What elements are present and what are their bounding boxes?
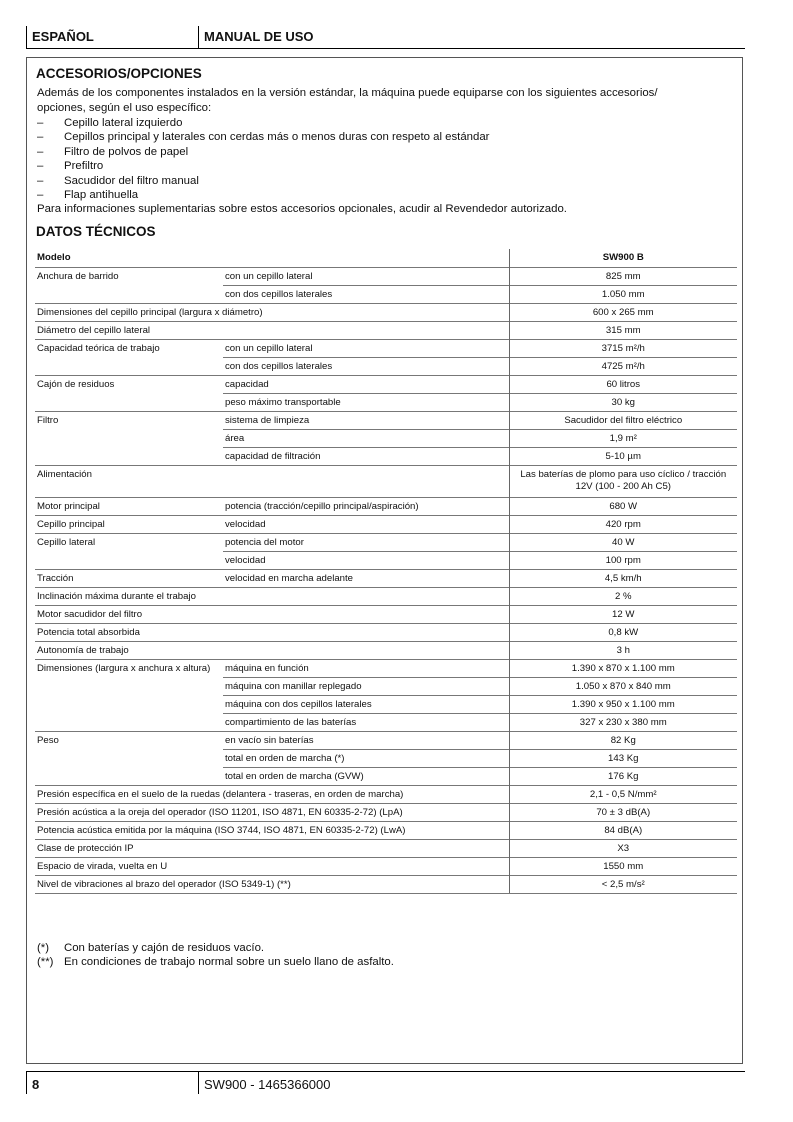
table-cell-value: 1550 mm	[509, 857, 737, 875]
footnote-text: En condiciones de trabajo normal sobre un suelo llano de asfalto.	[64, 956, 394, 968]
table-cell-parameter: Dimensiones del cepillo principal (largura x diámetro)	[35, 303, 509, 321]
list-item: – Cepillo lateral izquierdo	[37, 116, 489, 130]
table-row	[35, 695, 737, 713]
page-header	[26, 24, 745, 49]
accessories-heading: ACCESORIOS/OPCIONES	[36, 66, 202, 81]
table-cell-detail: compartimiento de las baterías	[223, 713, 509, 731]
table-cell-detail	[223, 249, 509, 267]
table-cell-parameter: Diámetro del cepillo lateral	[35, 321, 509, 339]
table-row	[35, 623, 737, 641]
page-footer	[26, 1071, 745, 1096]
table-row	[35, 605, 737, 623]
footnote-text: Con baterías y cajón de residuos vacío.	[64, 942, 265, 954]
table-row	[35, 249, 737, 267]
table-cell-value: 82 Kg	[509, 731, 737, 749]
table-cell-detail: con dos cepillos laterales	[223, 285, 509, 303]
document-code: SW900 - 1465366000	[204, 1077, 331, 1092]
table-cell-parameter: Dimensiones (largura x anchura x altura)	[35, 659, 223, 677]
table-cell-parameter: Cepillo lateral	[35, 533, 223, 551]
table-cell-value: 680 W	[509, 497, 737, 515]
list-item: – Prefiltro	[37, 159, 489, 173]
table-cell-parameter: Cajón de residuos	[35, 375, 223, 393]
table-cell-parameter: Espacio de virada, vuelta en U	[35, 857, 509, 875]
table-row	[35, 677, 737, 695]
table-cell-detail: capacidad de filtración	[223, 447, 509, 465]
table-row	[35, 321, 737, 339]
table-row	[35, 429, 737, 447]
table-cell-value: SW900 B	[509, 249, 737, 267]
table-cell-value: 30 kg	[509, 393, 737, 411]
table-row	[35, 303, 737, 321]
table-row	[35, 447, 737, 465]
intro-line-1: Además de los componentes instalados en la versión estándar, la máquina puede equiparse con los siguientes accesorios/	[37, 87, 658, 99]
table-cell-parameter: Inclinación máxima durante el trabajo	[35, 587, 509, 605]
table-cell-parameter: Nivel de vibraciones al brazo del operador (ISO 5349-1) (**)	[35, 875, 509, 893]
table-cell-parameter: Potencia total absorbida	[35, 623, 509, 641]
table-cell-value: 2 %	[509, 587, 737, 605]
table-cell-parameter: Anchura de barrido	[35, 267, 223, 285]
table-cell-value: 0,8 kW	[509, 623, 737, 641]
table-cell-detail: velocidad en marcha adelante	[223, 569, 509, 587]
table-cell-parameter: Potencia acústica emitida por la máquina (ISO 3744, ISO 4871, EN 60335-2-72) (LwA)	[35, 821, 509, 839]
table-cell-parameter: Alimentación	[35, 465, 509, 497]
table-row	[35, 641, 737, 659]
table-cell-parameter: Peso	[35, 731, 223, 749]
table-cell-value: 600 x 265 mm	[509, 303, 737, 321]
table-row	[35, 339, 737, 357]
table-row	[35, 821, 737, 839]
table-cell-value: Sacudidor del filtro eléctrico	[509, 411, 737, 429]
table-cell-detail: velocidad	[223, 515, 509, 533]
table-cell-parameter	[35, 429, 223, 447]
table-cell-detail: en vacío sin baterías	[223, 731, 509, 749]
accessories-outro: Para informaciones suplementarias sobre estos accesorios opcionales, acudir al Revendedor autorizado.	[37, 203, 567, 215]
table-row	[35, 375, 737, 393]
table-cell-parameter	[35, 393, 223, 411]
technical-heading: DATOS TÉCNICOS	[36, 224, 156, 239]
list-item: – Filtro de polvos de papel	[37, 145, 489, 159]
table-cell-value: 3 h	[509, 641, 737, 659]
table-cell-value: Las baterías de plomo para uso cíclico / tracción 12V (100 - 200 Ah C5)	[509, 465, 737, 497]
footnotes	[37, 941, 394, 969]
table-cell-parameter: Capacidad teórica de trabajo	[35, 339, 223, 357]
table-row	[35, 497, 737, 515]
technical-data-table	[35, 249, 737, 894]
table-cell-detail: total en orden de marcha (*)	[223, 749, 509, 767]
table-cell-parameter	[35, 357, 223, 375]
accessories-list	[37, 116, 489, 202]
table-cell-parameter: Clase de protección IP	[35, 839, 509, 857]
table-cell-value: 1.050 mm	[509, 285, 737, 303]
table-row	[35, 857, 737, 875]
table-cell-value: 84 dB(A)	[509, 821, 737, 839]
table-cell-value: 40 W	[509, 533, 737, 551]
table-cell-parameter	[35, 713, 223, 731]
table-cell-detail: con dos cepillos laterales	[223, 357, 509, 375]
list-item: – Sacudidor del filtro manual	[37, 174, 489, 188]
table-cell-parameter	[35, 695, 223, 713]
table-cell-detail: máquina con dos cepillos laterales	[223, 695, 509, 713]
table-cell-value: 2,1 - 0,5 N/mm²	[509, 785, 737, 803]
table-cell-parameter: Cepillo principal	[35, 515, 223, 533]
table-cell-value: 1.390 x 870 x 1.100 mm	[509, 659, 737, 677]
table-cell-value: 143 Kg	[509, 749, 737, 767]
table-row	[35, 731, 737, 749]
table-cell-parameter	[35, 551, 223, 569]
table-cell-value: < 2,5 m/s²	[509, 875, 737, 893]
list-item: – Cepillos principal y laterales con cerdas más o menos duras con respeto al estándar	[37, 130, 489, 144]
table-cell-value: 4,5 km/h	[509, 569, 737, 587]
table-cell-detail: velocidad	[223, 551, 509, 569]
table-cell-parameter: Autonomía de trabajo	[35, 641, 509, 659]
table-cell-parameter: Presión específica en el suelo de la ruedas (delantera - traseras, en orden de marcha)	[35, 785, 509, 803]
table-cell-value: 12 W	[509, 605, 737, 623]
table-row	[35, 465, 737, 497]
table-cell-parameter: Tracción	[35, 569, 223, 587]
table-cell-parameter: Motor principal	[35, 497, 223, 515]
intro-line-2: opciones, según el uso específico:	[37, 101, 212, 114]
table-cell-parameter: Motor sacudidor del filtro	[35, 605, 509, 623]
table-cell-value: 5-10 µm	[509, 447, 737, 465]
table-cell-detail: potencia (tracción/cepillo principal/aspiración)	[223, 497, 509, 515]
table-row	[35, 515, 737, 533]
header-left-bar	[26, 26, 27, 48]
table-cell-value: 60 litros	[509, 375, 737, 393]
table-cell-parameter: Presión acústica a la oreja del operador (ISO 11201, ISO 4871, EN 60335-2-72) (LpA)	[35, 803, 509, 821]
table-cell-detail: con un cepillo lateral	[223, 267, 509, 285]
table-row	[35, 411, 737, 429]
table-row	[35, 285, 737, 303]
table-row	[35, 713, 737, 731]
table-cell-value: 176 Kg	[509, 767, 737, 785]
table-cell-detail: con un cepillo lateral	[223, 339, 509, 357]
table-row	[35, 875, 737, 893]
table-cell-value: 1.390 x 950 x 1.100 mm	[509, 695, 737, 713]
table-cell-value: 420 rpm	[509, 515, 737, 533]
footnote	[37, 941, 394, 955]
table-cell-detail: capacidad	[223, 375, 509, 393]
header-language: ESPAÑOL	[32, 29, 94, 44]
table-row	[35, 803, 737, 821]
table-row	[35, 767, 737, 785]
table-cell-value: 1.050 x 870 x 840 mm	[509, 677, 737, 695]
table-cell-detail: sistema de limpieza	[223, 411, 509, 429]
table-cell-value: X3	[509, 839, 737, 857]
table-cell-value: 327 x 230 x 380 mm	[509, 713, 737, 731]
table-row	[35, 393, 737, 411]
table-cell-parameter	[35, 767, 223, 785]
page-number: 8	[32, 1077, 40, 1092]
footer-divider	[198, 1072, 199, 1094]
table-cell-value: 315 mm	[509, 321, 737, 339]
table-cell-value: 100 rpm	[509, 551, 737, 569]
list-item: – Flap antihuella	[37, 188, 489, 202]
table-cell-value: 825 mm	[509, 267, 737, 285]
table-row	[35, 587, 737, 605]
table-cell-parameter: Filtro	[35, 411, 223, 429]
table-row	[35, 551, 737, 569]
table-row	[35, 749, 737, 767]
table-row	[35, 533, 737, 551]
table-row	[35, 357, 737, 375]
table-row	[35, 839, 737, 857]
header-divider	[198, 26, 199, 48]
header-manual-title: MANUAL DE USO	[204, 29, 314, 44]
table-cell-detail: potencia del motor	[223, 533, 509, 551]
table-cell-detail: área	[223, 429, 509, 447]
table-cell-value: 3715 m²/h	[509, 339, 737, 357]
accessories-intro	[37, 86, 697, 115]
footnote-key: (*)	[37, 942, 50, 954]
table-cell-parameter: Modelo	[37, 252, 71, 263]
footer-left-bar	[26, 1072, 27, 1094]
table-cell-detail: máquina en función	[223, 659, 509, 677]
table-row	[35, 267, 737, 285]
table-cell-detail: máquina con manillar replegado	[223, 677, 509, 695]
table-cell-value: 1,9 m²	[509, 429, 737, 447]
table-row	[35, 659, 737, 677]
table-cell-detail: peso máximo transportable	[223, 393, 509, 411]
table-cell-parameter	[35, 749, 223, 767]
table-cell-parameter	[35, 677, 223, 695]
footnote	[37, 955, 394, 969]
table-cell-value: 70 ± 3 dB(A)	[509, 803, 737, 821]
table-row	[35, 785, 737, 803]
table-cell-value: 4725 m²/h	[509, 357, 737, 375]
table-cell-parameter	[35, 285, 223, 303]
footnote-key: (**)	[37, 956, 54, 968]
table-row	[35, 569, 737, 587]
table-cell-parameter	[35, 447, 223, 465]
table-cell-detail: total en orden de marcha (GVW)	[223, 767, 509, 785]
